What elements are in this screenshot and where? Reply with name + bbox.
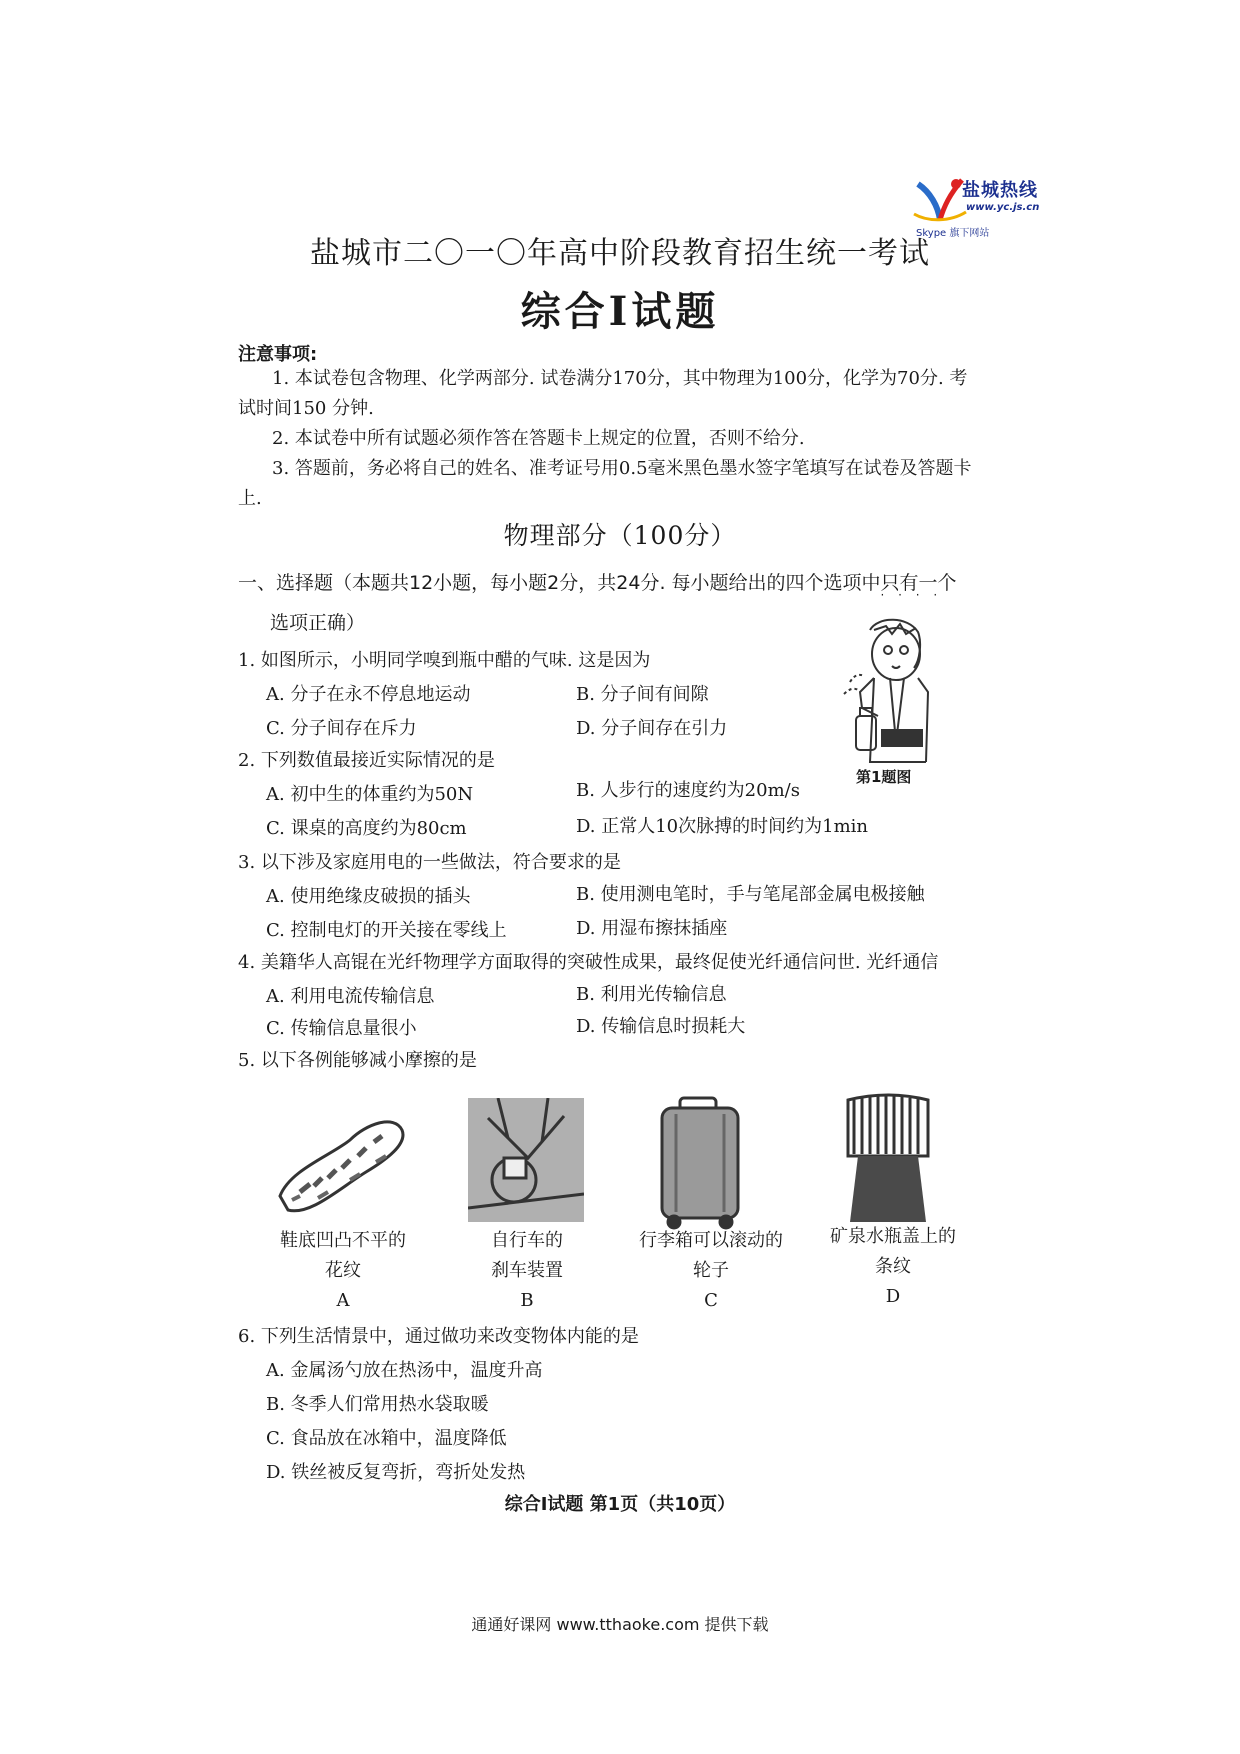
question-4-option-d[interactable]: D. 传输信息时损耗大 — [576, 1016, 746, 1037]
question-6-stem: 6. 下列生活情景中，通过做功来改变物体内能的是 — [238, 1326, 639, 1347]
picture-b-letter[interactable]: B — [520, 1290, 534, 1311]
notes-heading: 注意事项: — [238, 344, 318, 365]
section-1-instructions: 一、选择题（本题共12小题，每小题2分，共24分. 每小题给出的四个选项中只有一个 · · · · — [238, 568, 957, 595]
question-1-stem: 1. 如图所示，小明同学嗅到瓶中醋的气味. 这是因为 — [238, 650, 651, 671]
picture-d-bottle-cap[interactable] — [840, 1092, 936, 1228]
logo-emblem-icon — [910, 172, 970, 232]
exam-subtitle: 综合Ⅰ试题 — [520, 288, 720, 335]
question-4-stem: 4. 美籍华人高锟在光纤物理学方面取得的突破性成果，最终促使光纤通信问世. 光纤通信 — [238, 952, 939, 973]
physics-section-title: 物理部分（100分） — [503, 521, 737, 550]
question-4-option-b[interactable]: B. 利用光传输信息 — [576, 984, 727, 1005]
question-4-option-c[interactable]: C. 传输信息量很小 — [266, 1018, 417, 1039]
section-1-instructions-cont: 选项正确） — [270, 612, 366, 634]
question-3-option-b[interactable]: B. 使用测电笔时，手与笔尾部金属电极接触 — [576, 884, 925, 905]
note-item-2: 2. 本试卷中所有试题必须作答在答题卡上规定的位置，否则不给分. — [272, 428, 805, 449]
exam-title: 盐城市二〇一〇年高中阶段教育招生统一考试 — [310, 236, 930, 271]
page-footer: 综合Ⅰ试题 第1页（共10页） — [504, 1494, 736, 1515]
question-6-option-b[interactable]: B. 冬季人们常用热水袋取暖 — [266, 1394, 489, 1415]
question-6-option-a[interactable]: A. 金属汤勺放在热汤中，温度升高 — [266, 1360, 543, 1381]
picture-c-caption: 行李箱可以滚动的 轮子 — [639, 1230, 783, 1281]
question-5-stem: 5. 以下各例能够减小摩擦的是 — [238, 1050, 477, 1071]
emphasis-only-one: 只有一个 · · · · — [881, 572, 957, 594]
note-item-3: 3. 答题前，务必将自己的姓名、准考证号用0.5毫米黑色墨水签字笔填写在试卷及答题卡上. — [238, 458, 972, 509]
question-1-option-b[interactable]: B. 分子间有间隙 — [576, 684, 709, 705]
question-3-stem: 3. 以下涉及家庭用电的一些做法，符合要求的是 — [238, 852, 621, 873]
picture-b-caption: 自行车的 刹车装置 — [491, 1230, 563, 1281]
question-6-option-c[interactable]: C. 食品放在冰箱中，温度降低 — [266, 1428, 507, 1449]
picture-c-rolling-suitcase[interactable] — [656, 1094, 746, 1230]
picture-d-caption: 矿泉水瓶盖上的 条纹 — [830, 1226, 956, 1277]
question-2-stem: 2. 下列数值最接近实际情况的是 — [238, 750, 495, 771]
question-2-option-b[interactable]: B. 人步行的速度约为20m/s — [576, 780, 800, 801]
question-3-option-d[interactable]: D. 用湿布擦抹插座 — [576, 918, 728, 939]
figure-1-boy-smelling-bottle — [830, 612, 950, 774]
note-item-1: 1. 本试卷包含物理、化学两部分. 试卷满分170分，其中物理为100分，化学为70分. 考试时间150 分钟. — [238, 368, 968, 419]
question-3-option-c[interactable]: C. 控制电灯的开关接在零线上 — [266, 920, 507, 941]
question-1-option-a[interactable]: A. 分子在永不停息地运动 — [266, 684, 471, 705]
logo-tagline: Skype 旗下网站 — [916, 228, 990, 239]
picture-a-letter[interactable]: A — [336, 1290, 350, 1311]
question-3-option-a[interactable]: A. 使用绝缘皮破损的插头 — [266, 886, 471, 907]
logo-name: 盐城热线 — [962, 180, 1038, 201]
picture-b-bicycle-brake[interactable] — [468, 1098, 584, 1222]
logo-url: www.yc.js.cn — [966, 202, 1040, 213]
picture-a-caption: 鞋底凹凸不平的 花纹 — [280, 1230, 406, 1281]
question-2-option-d[interactable]: D. 正常人10次脉搏的时间约为1min — [576, 816, 869, 837]
download-source-link[interactable]: 通通好课网 www.tthaoke.com 提供下载 — [471, 1615, 769, 1634]
question-2-option-c[interactable]: C. 课桌的高度约为80cm — [266, 818, 467, 839]
question-1-option-c[interactable]: C. 分子间存在斥力 — [266, 718, 417, 739]
question-1-option-d[interactable]: D. 分子间存在引力 — [576, 718, 728, 739]
question-4-option-a[interactable]: A. 利用电流传输信息 — [266, 986, 435, 1007]
picture-c-letter[interactable]: C — [704, 1290, 718, 1311]
picture-d-letter[interactable]: D — [885, 1286, 901, 1307]
question-6-option-d[interactable]: D. 铁丝被反复弯折，弯折处发热 — [266, 1462, 526, 1483]
figure-1-caption: 第1题图 — [856, 768, 912, 786]
question-2-option-a[interactable]: A. 初中生的体重约为50N — [266, 784, 474, 805]
picture-a-shoe-sole[interactable] — [270, 1100, 410, 1220]
